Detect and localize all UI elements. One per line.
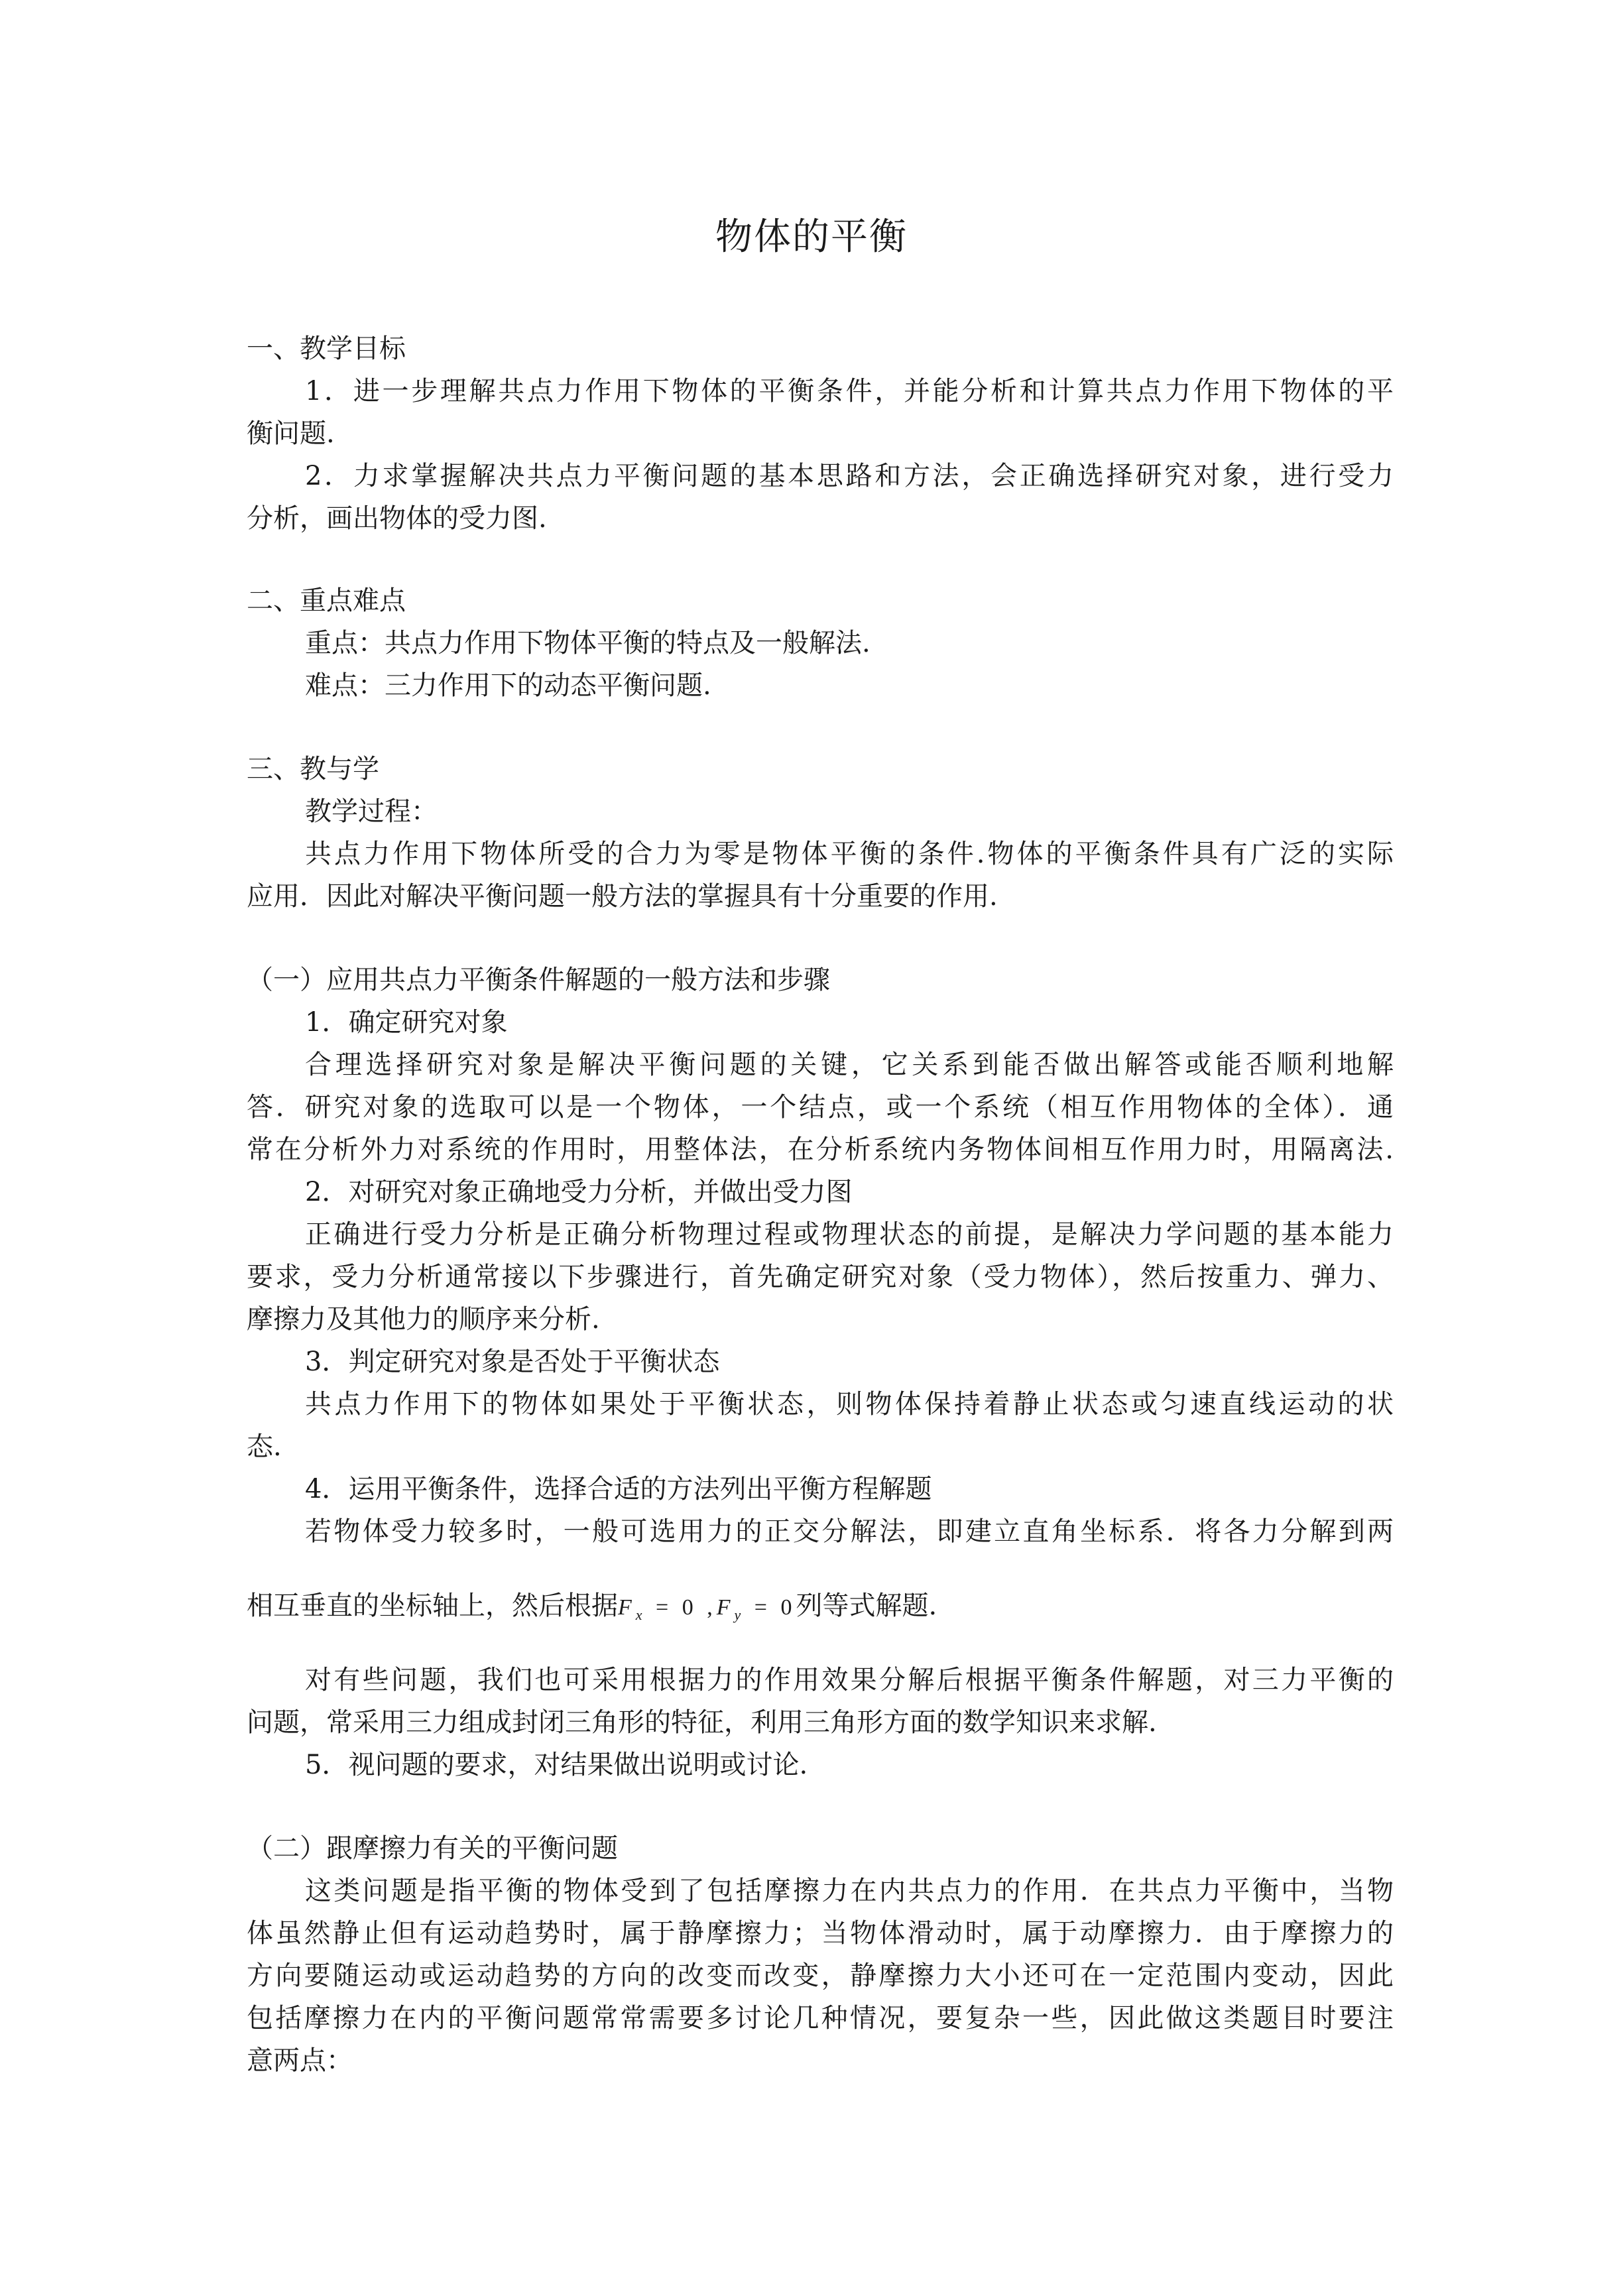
- equilibrium-formula: [618, 1595, 796, 1623]
- step-heading: 5．视问题的要求，对结果做出说明或讨论.: [305, 1750, 808, 1780]
- paragraph-line: 1．进一步理解共点力作用下物体的平衡条件，并能分析和计算共点力作用下物体的平: [305, 376, 1394, 406]
- paragraph-line: 应用．因此对解决平衡问题一般方法的掌握具有十分重要的作用.: [247, 881, 998, 912]
- subsection-heading-method: （一）应用共点力平衡条件解题的一般方法和步骤: [247, 965, 830, 995]
- page-title: 物体的平衡: [715, 215, 908, 259]
- formula-subscript: x: [635, 1606, 646, 1623]
- paragraph-line: 分析，画出物体的受力图.: [247, 503, 547, 534]
- formula-symbol: F: [618, 1595, 636, 1620]
- section-heading-teaching: 三、教与学: [247, 754, 379, 784]
- formula-lead-text: 相互垂直的坐标轴上，然后根据: [247, 1591, 618, 1621]
- paragraph-line: 教学过程：: [305, 796, 438, 827]
- paragraph-line: 对有些问题，我们也可采用根据力的作用效果分解后根据平衡条件解题，对三力平衡的: [305, 1665, 1394, 1695]
- paragraph-line: 难点：三力作用下的动态平衡问题.: [305, 670, 711, 701]
- paragraph-line: 正确进行受力分析是正确分析物理过程或物理状态的前提，是解决力学问题的基本能力: [305, 1219, 1394, 1250]
- paragraph-line: 问题，常采用三力组成封闭三角形的特征，利用三角形方面的数学知识来求解.: [247, 1707, 1157, 1738]
- paragraph-line: 若物体受力较多时，一般可选用力的正交分解法，即建立直角坐标系．将各力分解到两: [305, 1516, 1394, 1547]
- paragraph-line: 体虽然静止但有运动趋势时，属于静摩擦力；当物体滑动时，属于动摩擦力．由于摩擦力的: [247, 1918, 1394, 1949]
- step-heading: 1．确定研究对象: [305, 1007, 508, 1038]
- step-heading: 3．判定研究对象是否处于平衡状态: [305, 1347, 720, 1377]
- formula-tail-text: 列等式解题.: [796, 1591, 937, 1621]
- paragraph-line: 答．研究对象的选取可以是一个物体，一个结点，或一个系统（相互作用物体的全体）．通: [247, 1092, 1394, 1122]
- formula-part: = 0 ,: [656, 1595, 717, 1620]
- subsection-heading-friction: （二）跟摩擦力有关的平衡问题: [247, 1833, 618, 1864]
- formula-subscript: y: [734, 1606, 745, 1623]
- paragraph-line: 态.: [247, 1431, 282, 1462]
- paragraph-line: 2．力求掌握解决共点力平衡问题的基本思路和方法，会正确选择研究对象，进行受力: [305, 461, 1394, 491]
- formula-symbol: F: [716, 1595, 735, 1620]
- section-heading-key-points: 二、重点难点: [247, 585, 406, 616]
- section-heading-goals: 一、教学目标: [247, 333, 406, 364]
- paragraph-line: 摩擦力及其他力的顺序来分析.: [247, 1304, 600, 1335]
- paragraph-line: 这类问题是指平衡的物体受到了包括摩擦力在内共点力的作用．在共点力平衡中，当物: [305, 1876, 1394, 1906]
- paragraph-line: 方向要随运动或运动趋势的方向的改变而改变，静摩擦力大小还可在一定范围内变动，因此: [247, 1961, 1394, 1991]
- paragraph-line: 常在分析外力对系统的作用时，用整体法，在分析系统内务物体间相互作用力时，用隔离法.: [247, 1134, 1394, 1165]
- paragraph-line: 重点：共点力作用下物体平衡的特点及一般解法.: [305, 628, 871, 658]
- paragraph-line: 包括摩擦力在内的平衡问题常常需要多讨论几种情况，要复杂一些，因此做这类题目时要注: [247, 2003, 1394, 2033]
- paragraph-line: 衡问题.: [247, 418, 335, 449]
- formula-line: [247, 1585, 1394, 1636]
- paragraph-line: 意两点：: [247, 2045, 353, 2076]
- step-heading: 4．运用平衡条件，选择合适的方法列出平衡方程解题: [305, 1474, 932, 1504]
- paragraph-line: 合理选择研究对象是解决平衡问题的关键，它关系到能否做出解答或能否顺利地解: [305, 1050, 1394, 1080]
- step-heading: 2．对研究对象正确地受力分析，并做出受力图: [305, 1177, 853, 1207]
- formula-part: = 0: [754, 1595, 796, 1620]
- paragraph-line: 共点力作用下物体所受的合力为零是物体平衡的条件.物体的平衡条件具有广泛的实际: [305, 839, 1394, 869]
- paragraph-line: 共点力作用下的物体如果处于平衡状态，则物体保持着静止状态或匀速直线运动的状: [305, 1389, 1394, 1420]
- paragraph-line: 要求，受力分析通常接以下步骤进行，首先确定研究对象（受力物体），然后按重力、弹力、: [247, 1262, 1394, 1292]
